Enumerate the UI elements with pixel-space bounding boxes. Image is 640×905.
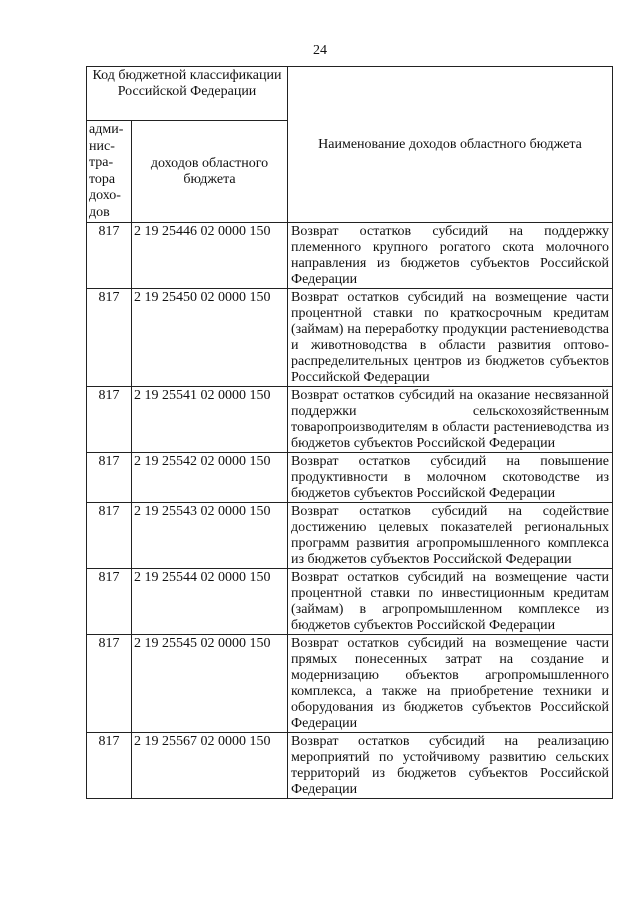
header-admin-column: адми-нис-тра-тора дохо-дов (87, 121, 132, 223)
income-code-cell: 2 19 25545 02 0000 150 (132, 635, 288, 733)
admin-code-cell: 817 (87, 387, 132, 453)
income-name-cell: Возврат остатков субсидий на возмещение части процентной ставки по инвестиционным кредитам (займам) в агропромышленном комплексе из бюджетов субъектов Российской Федерации (288, 569, 613, 635)
admin-code-cell: 817 (87, 569, 132, 635)
table-row (87, 635, 613, 733)
income-name-cell: Возврат остатков субсидий на возмещение части прямых понесенных затрат на создание и модернизацию объектов агропромышленного комплекса, а также на приобретение техники и оборудования из бюджетов субъектов Российской Федерации (288, 635, 613, 733)
income-name-cell: Возврат остатков субсидий на реализацию мероприятий по устойчивому развитию сельских территорий из бюджетов субъектов Российской Федерации (288, 733, 613, 799)
page-number: 24 (313, 43, 327, 58)
income-code-cell: 2 19 25543 02 0000 150 (132, 503, 288, 569)
table-row (87, 503, 613, 569)
income-code-cell: 2 19 25450 02 0000 150 (132, 289, 288, 387)
table-row (87, 733, 613, 799)
table-row (87, 289, 613, 387)
budget-classification-table (86, 66, 613, 799)
table-row (87, 223, 613, 289)
income-name-cell: Возврат остатков субсидий на содействие достижению целевых показателей региональных программ развития агропромышленного комплекса из бюджетов субъектов Российской Федерации (288, 503, 613, 569)
header-name-column: Наименование доходов областного бюджета (288, 67, 613, 223)
income-name-cell: Возврат остатков субсидий на возмещение части процентной ставки по краткосрочным кредитам (займам) на переработку продукции растениеводства и животноводства в области развития оптово-распределительных центров из бюджетов субъектов Российской Федерации (288, 289, 613, 387)
admin-code-cell: 817 (87, 289, 132, 387)
income-code-cell: 2 19 25544 02 0000 150 (132, 569, 288, 635)
admin-code-cell: 817 (87, 733, 132, 799)
admin-code-cell: 817 (87, 223, 132, 289)
header-income-column: доходов областного бюджета (132, 121, 288, 223)
table-row (87, 569, 613, 635)
admin-code-cell: 817 (87, 635, 132, 733)
admin-code-cell: 817 (87, 453, 132, 503)
table-row (87, 387, 613, 453)
income-code-cell: 2 19 25542 02 0000 150 (132, 453, 288, 503)
header-group-title: Код бюджетной классификации Российской Федерации (87, 67, 288, 121)
income-name-cell: Возврат остатков субсидий на оказание несвязанной поддержки сельскохозяйственным товаропроизводителям в области растениеводства из бюджетов субъектов Российской Федерации (288, 387, 613, 453)
income-code-cell: 2 19 25567 02 0000 150 (132, 733, 288, 799)
header-row-group (87, 67, 613, 121)
income-name-cell: Возврат остатков субсидий на повышение продуктивности в молочном скотоводстве из бюджетов субъектов Российской Федерации (288, 453, 613, 503)
admin-code-cell: 817 (87, 503, 132, 569)
income-code-cell: 2 19 25541 02 0000 150 (132, 387, 288, 453)
income-name-cell: Возврат остатков субсидий на поддержку племенного крупного рогатого скота молочного направления из бюджетов субъектов Российской Федерации (288, 223, 613, 289)
income-code-cell: 2 19 25446 02 0000 150 (132, 223, 288, 289)
table-row (87, 453, 613, 503)
